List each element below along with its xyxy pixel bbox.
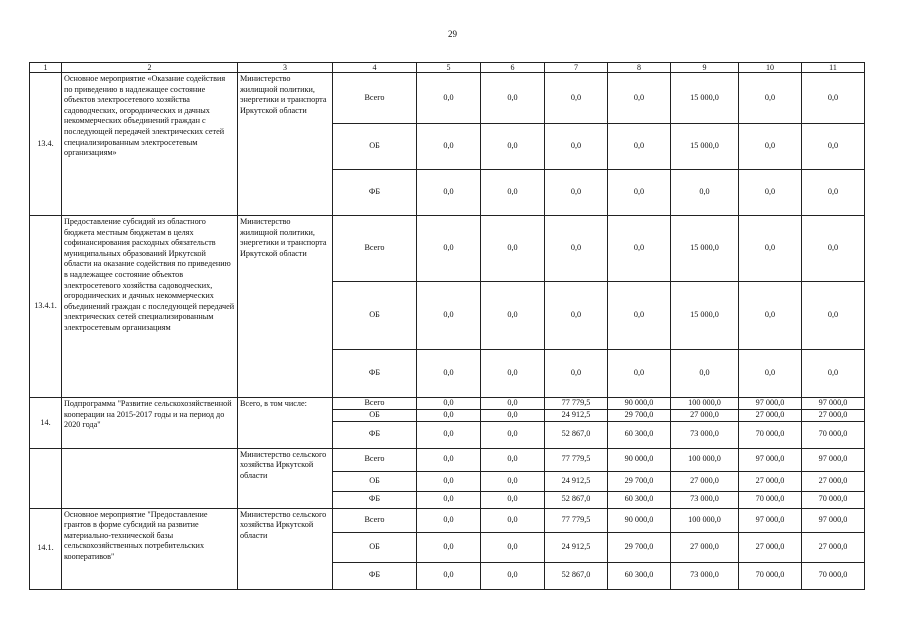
- funding-source: Всего: [333, 508, 417, 532]
- measure-description: [62, 73, 238, 216]
- amount-cell: 15 000,0: [671, 124, 739, 170]
- measure-description: [62, 398, 238, 449]
- amount-cell: 0,0: [608, 73, 671, 124]
- amount-cell: 24 912,5: [545, 471, 608, 491]
- amount-cell: 0,0: [545, 124, 608, 170]
- amount-cell: 97 000,0: [739, 508, 802, 532]
- funding-source: ФБ: [333, 350, 417, 398]
- amount-cell: 0,0: [417, 124, 481, 170]
- amount-cell: 0,0: [481, 170, 545, 216]
- amount-cell: 0,0: [417, 491, 481, 508]
- header-row: [30, 63, 865, 73]
- amount-cell: 0,0: [417, 409, 481, 421]
- amount-cell: 0,0: [417, 398, 481, 410]
- amount-cell: 0,0: [481, 282, 545, 350]
- table-row: [30, 448, 865, 471]
- amount-cell: 0,0: [481, 491, 545, 508]
- amount-cell: 0,0: [739, 124, 802, 170]
- amount-cell: 0,0: [545, 350, 608, 398]
- funding-source: ОБ: [333, 409, 417, 421]
- amount-cell: 0,0: [481, 532, 545, 562]
- amount-cell: 0,0: [608, 350, 671, 398]
- table-row: [30, 73, 865, 124]
- amount-cell: 0,0: [545, 216, 608, 282]
- table-row: [30, 398, 865, 410]
- executor-text: Министерство жилищной политики, энергетики и транспорта Иркутской области: [240, 217, 327, 258]
- amount-cell: 0,0: [417, 471, 481, 491]
- amount-cell: 0,0: [802, 170, 865, 216]
- amount-cell: 0,0: [417, 282, 481, 350]
- executor: [238, 398, 333, 449]
- amount-cell: 0,0: [739, 350, 802, 398]
- table-row: [30, 508, 865, 532]
- amount-cell: 70 000,0: [739, 421, 802, 448]
- amount-cell: 15 000,0: [671, 282, 739, 350]
- measure-description: [62, 216, 238, 398]
- amount-cell: 73 000,0: [671, 491, 739, 508]
- amount-cell: 97 000,0: [802, 508, 865, 532]
- amount-cell: 0,0: [671, 350, 739, 398]
- column-header: 5: [417, 63, 481, 73]
- row-number: [30, 448, 62, 508]
- funding-source: ОБ: [333, 282, 417, 350]
- page-number: 29: [448, 29, 457, 39]
- funding-source: ФБ: [333, 170, 417, 216]
- amount-cell: 100 000,0: [671, 508, 739, 532]
- executor-text: Министерство жилищной политики, энергетики и транспорта Иркутской области: [240, 74, 327, 115]
- amount-cell: 0,0: [481, 124, 545, 170]
- amount-cell: 0,0: [545, 73, 608, 124]
- executor: [238, 448, 333, 508]
- measure-description-text: Предоставление субсидий из областного бюджета местным бюджетам в целях софинансирования расходных обязательств муниципальных образований Иркутской области на оказание содействия по приведению в надлежащее состояние объектов электросетевого хозяйства садоводческих, огороднических и дачных некоммерческих объединений граждан с последующей передачей электрических сетей специализированным электросетевым организациям: [64, 217, 235, 332]
- amount-cell: 24 912,5: [545, 532, 608, 562]
- funding-source: ОБ: [333, 471, 417, 491]
- amount-cell: 0,0: [417, 508, 481, 532]
- amount-cell: 90 000,0: [608, 448, 671, 471]
- amount-cell: 0,0: [671, 170, 739, 216]
- amount-cell: 0,0: [481, 409, 545, 421]
- column-header: 11: [802, 63, 865, 73]
- row-number: 14.: [30, 398, 62, 449]
- row-number: 14.1.: [30, 508, 62, 589]
- executor: [238, 216, 333, 398]
- amount-cell: 0,0: [417, 421, 481, 448]
- amount-cell: 0,0: [481, 421, 545, 448]
- funding-source: Всего: [333, 216, 417, 282]
- measure-description-text: Подпрограмма "Развитие сельскохозяйственной кооперации на 2015-2017 годы и на период до 2020 года": [64, 399, 232, 430]
- amount-cell: 27 000,0: [802, 409, 865, 421]
- amount-cell: 60 300,0: [608, 491, 671, 508]
- amount-cell: 0,0: [608, 282, 671, 350]
- amount-cell: 27 000,0: [739, 471, 802, 491]
- amount-cell: 100 000,0: [671, 398, 739, 410]
- amount-cell: 77 779,5: [545, 508, 608, 532]
- funding-source: Всего: [333, 398, 417, 410]
- amount-cell: 0,0: [481, 562, 545, 589]
- executor: [238, 73, 333, 216]
- amount-cell: 0,0: [417, 448, 481, 471]
- amount-cell: 0,0: [417, 562, 481, 589]
- amount-cell: 90 000,0: [608, 398, 671, 410]
- executor-text: Министерство сельского хозяйства Иркутской области: [240, 509, 327, 540]
- amount-cell: 97 000,0: [802, 448, 865, 471]
- amount-cell: 0,0: [802, 350, 865, 398]
- funding-source: ОБ: [333, 532, 417, 562]
- amount-cell: 52 867,0: [545, 421, 608, 448]
- amount-cell: 70 000,0: [802, 491, 865, 508]
- amount-cell: 70 000,0: [739, 491, 802, 508]
- funding-source: ОБ: [333, 124, 417, 170]
- funding-source: ФБ: [333, 421, 417, 448]
- amount-cell: 27 000,0: [802, 471, 865, 491]
- amount-cell: 0,0: [802, 282, 865, 350]
- amount-cell: 0,0: [802, 216, 865, 282]
- executor-text: Всего, в том числе:: [240, 399, 307, 408]
- column-header: 2: [62, 63, 238, 73]
- amount-cell: 0,0: [608, 170, 671, 216]
- amount-cell: 0,0: [739, 216, 802, 282]
- budget-table: [29, 62, 865, 590]
- funding-source: ФБ: [333, 562, 417, 589]
- column-header: 7: [545, 63, 608, 73]
- column-header: 1: [30, 63, 62, 73]
- amount-cell: 0,0: [739, 170, 802, 216]
- amount-cell: 0,0: [739, 282, 802, 350]
- funding-source: ФБ: [333, 491, 417, 508]
- amount-cell: 70 000,0: [802, 562, 865, 589]
- amount-cell: 29 700,0: [608, 471, 671, 491]
- amount-cell: 60 300,0: [608, 421, 671, 448]
- amount-cell: 97 000,0: [739, 448, 802, 471]
- amount-cell: 0,0: [481, 350, 545, 398]
- measure-description: [62, 508, 238, 589]
- amount-cell: 29 700,0: [608, 409, 671, 421]
- amount-cell: 0,0: [545, 170, 608, 216]
- amount-cell: 60 300,0: [608, 562, 671, 589]
- row-number: 13.4.: [30, 73, 62, 216]
- amount-cell: 0,0: [481, 398, 545, 410]
- amount-cell: 0,0: [417, 170, 481, 216]
- amount-cell: 0,0: [545, 282, 608, 350]
- amount-cell: 15 000,0: [671, 73, 739, 124]
- amount-cell: 0,0: [481, 508, 545, 532]
- amount-cell: 0,0: [481, 216, 545, 282]
- amount-cell: 24 912,5: [545, 409, 608, 421]
- column-header: 4: [333, 63, 417, 73]
- amount-cell: 27 000,0: [671, 409, 739, 421]
- amount-cell: 90 000,0: [608, 508, 671, 532]
- amount-cell: 0,0: [417, 532, 481, 562]
- amount-cell: 52 867,0: [545, 562, 608, 589]
- amount-cell: 0,0: [417, 216, 481, 282]
- amount-cell: 97 000,0: [739, 398, 802, 410]
- measure-description-text: Основное мероприятие "Предоставление грантов в форме субсидий на развитие материально-технической базы сельскохозяйственных потребительских кооперативов": [64, 509, 208, 561]
- amount-cell: 70 000,0: [802, 421, 865, 448]
- amount-cell: 73 000,0: [671, 562, 739, 589]
- amount-cell: 0,0: [481, 73, 545, 124]
- funding-source: Всего: [333, 73, 417, 124]
- amount-cell: 70 000,0: [739, 562, 802, 589]
- amount-cell: 0,0: [802, 124, 865, 170]
- executor-text: Министерство сельского хозяйства Иркутской области: [240, 449, 327, 480]
- amount-cell: 27 000,0: [739, 409, 802, 421]
- column-header: 10: [739, 63, 802, 73]
- amount-cell: 27 000,0: [802, 532, 865, 562]
- amount-cell: 100 000,0: [671, 448, 739, 471]
- column-header: 6: [481, 63, 545, 73]
- column-header: 3: [238, 63, 333, 73]
- amount-cell: 0,0: [608, 216, 671, 282]
- amount-cell: 27 000,0: [671, 532, 739, 562]
- table-row: [30, 216, 865, 282]
- amount-cell: 0,0: [608, 124, 671, 170]
- measure-description: [62, 448, 238, 508]
- column-header: 8: [608, 63, 671, 73]
- amount-cell: 52 867,0: [545, 491, 608, 508]
- row-number: 13.4.1.: [30, 216, 62, 398]
- amount-cell: 0,0: [739, 73, 802, 124]
- amount-cell: 0,0: [481, 471, 545, 491]
- measure-description-text: Основное мероприятие «Оказание содействия по приведению в надлежащее состояние объектов электросетевого хозяйства садоводческих, огороднических и дачных некоммерческих объединений граждан с последующей передачей электрических сетей специализированным электросетевым организациям»: [64, 74, 226, 158]
- amount-cell: 73 000,0: [671, 421, 739, 448]
- amount-cell: 29 700,0: [608, 532, 671, 562]
- amount-cell: 0,0: [417, 73, 481, 124]
- funding-source: Всего: [333, 448, 417, 471]
- column-header: 9: [671, 63, 739, 73]
- amount-cell: 77 779,5: [545, 448, 608, 471]
- amount-cell: 15 000,0: [671, 216, 739, 282]
- amount-cell: 27 000,0: [671, 471, 739, 491]
- amount-cell: 0,0: [802, 73, 865, 124]
- amount-cell: 27 000,0: [739, 532, 802, 562]
- amount-cell: 97 000,0: [802, 398, 865, 410]
- amount-cell: 0,0: [417, 350, 481, 398]
- executor: [238, 508, 333, 589]
- amount-cell: 77 779,5: [545, 398, 608, 410]
- amount-cell: 0,0: [481, 448, 545, 471]
